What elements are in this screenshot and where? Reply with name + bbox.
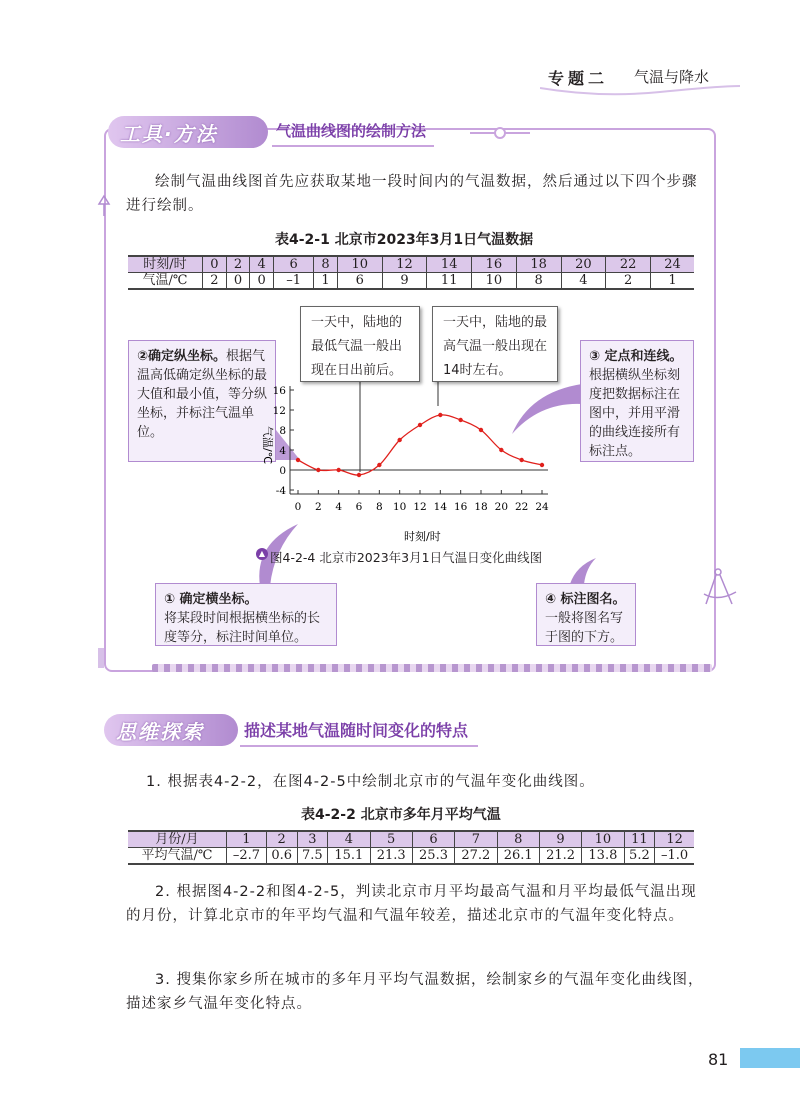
thinking-label: 思维探索 [116,720,204,744]
table1-hour-cell: 20 [561,256,606,273]
table1-hour-cell: 12 [382,256,427,273]
x-tick-label: 20 [494,501,509,513]
table2-temp-cell: 0.6 [266,848,297,865]
table1-hour-cell: 24 [651,256,695,273]
note-max-temp: 一天中，陆地的最高气温一般出现在14时左右。 [432,306,558,382]
chart-axes [290,386,548,494]
y-tick-label: 0 [279,465,286,477]
table1-caption: 表4-2-1 北京市2023年3月1日气温数据 [275,232,534,248]
page-tab [740,1048,800,1068]
table2-temp-cell: 7.5 [297,848,328,865]
table1-hour-cell: 16 [472,256,517,273]
x-tick-label: 18 [474,501,488,513]
y-tick-label: 16 [272,385,286,397]
table1-temp-cell: 11 [427,273,472,290]
x-tick-label: 6 [355,501,363,513]
y-tick-label: 4 [279,445,286,457]
table2-caption: 表4-2-2 北京市多年月平均气温 [301,807,501,823]
table1-temp-cell: 10 [472,273,517,290]
table1-temp-cell: 4 [561,273,606,290]
data-point [479,428,483,432]
table1-row-label: 气温/℃ [128,273,203,290]
table2-temp-cell: 21.3 [370,848,412,865]
table2-month-cell: 1 [227,831,267,848]
tools-box-stripe [152,664,712,672]
header-topic: 专题二 [548,69,609,88]
figure-caption: 图4-2-4 北京市2023年3月1日气温日变化曲线图 [270,550,543,565]
table1-row-label: 时刻/时 [128,256,203,273]
x-tick-label: 8 [375,501,383,513]
table1-hour-cell: 4 [250,256,274,273]
callout-step1 [155,583,337,646]
table2-temp-cell: 21.2 [539,848,581,865]
data-point [438,413,442,417]
page-number: 81 [708,1050,729,1069]
question-3: 3. 搜集你家乡所在城市的多年月平均气温数据，绘制家乡的气温年变化曲线图，描述家乡气温年变化特点。 [126,972,704,1012]
data-point [377,463,381,467]
table2-month-cell: 11 [624,831,655,848]
note-min-temp: 一天中，陆地的最低气温一般出现在日出前后。 [300,306,420,382]
tools-subtitle: 气温曲线图的绘制方法 [272,120,434,147]
question-2: 2. 根据图4-2-2和图4-2-5，判读北京市月平均最高气温和月平均最低气温出现的月份，计算北京市的年平均气温和气温年较差，描述北京市的气温年变化特点。 [126,884,697,924]
table1-hour-cell: 0 [203,256,227,273]
table1-hour-cell: 6 [273,256,313,273]
callout-step2 [128,340,276,465]
table1-hour-cell: 22 [606,256,651,273]
compass-icon [700,566,740,610]
thinking-subtitle: 描述某地气温随时间变化的特点 [240,718,478,747]
table1-temp-cell: 9 [382,273,427,290]
callout-step2-title: ②确定纵坐标。 [137,349,227,364]
x-tick-label: 12 [413,501,427,513]
table2-month-cell: 3 [297,831,328,848]
table1 [128,255,694,290]
series-points [296,413,544,477]
data-point [316,468,320,472]
y-tick-label: -4 [275,485,286,497]
table1-hour-cell: 18 [516,256,561,273]
callout-step4-title: ④ 标注图名。 [545,592,626,607]
callout-step3-text: 根据横纵坐标刻度把数据标注在图中，并用平滑的曲线连接所有标注点。 [589,368,681,459]
table1-temp-cell: 0 [226,273,250,290]
y-tick-label: 12 [272,405,286,417]
callout-step4-text: 一般将图名写于图的下方。 [545,611,624,645]
data-point [418,423,422,427]
table1-temp-cell: –1 [273,273,313,290]
question-1: 1. 根据表4-2-2，在图4-2-5中绘制北京市的气温年变化曲线图。 [146,774,595,790]
table1-value-row [128,273,694,290]
x-tick-label: 22 [514,501,529,513]
figure-marker-icon: ▲ [256,548,268,560]
x-tick-label: 16 [453,501,468,513]
callout-step1-text: 将某段时间根据横坐标的长度等分，标注时间单位。 [164,611,321,645]
x-tick-label: 2 [314,501,322,513]
callout-step3-title: ③ 定点和连线。 [589,349,683,364]
table1-hour-cell: 8 [314,256,338,273]
data-point [458,418,462,422]
tools-label: 工具·方法 [120,122,218,146]
table1-hour-cell: 2 [226,256,250,273]
table1-hour-cell: 10 [337,256,382,273]
data-point [296,458,300,462]
table2-temp-cell: 13.8 [582,848,624,865]
callout4-pointer [560,556,600,586]
table2-row-label: 平均气温/℃ [128,848,227,865]
data-point [357,473,361,477]
callout-step4 [536,583,636,646]
table2-temp-cell: 15.1 [328,848,370,865]
tools-intro: 绘制气温曲线图首先应获取某地一段时间内的气温数据，然后通过以下四个步骤进行绘制。 [126,174,698,214]
arrow-up-icon [96,194,112,218]
table2-month-cell: 7 [455,831,497,848]
table2 [128,830,694,865]
data-point [336,468,340,472]
header-title: 气温与降水 [634,68,710,86]
table1-header-row [128,256,694,273]
data-point [540,463,544,467]
table1-temp-cell: 2 [606,273,651,290]
data-point [397,438,401,442]
table2-temp-cell: 26.1 [497,848,539,865]
table2-month-cell: 10 [582,831,624,848]
data-point [519,458,523,462]
table2-temp-cell: 5.2 [624,848,655,865]
table2-row-label: 月份/月 [128,831,227,848]
table2-temp-cell: –1.0 [655,848,694,865]
callout-step2-text: 根据气温高低确定纵坐标的最大值和最小值，等分纵坐标，并标注气温单位。 [137,349,268,440]
table2-month-cell: 5 [370,831,412,848]
table2-month-cell: 6 [412,831,454,848]
table1-temp-cell: 8 [516,273,561,290]
x-tick-label: 10 [392,501,407,513]
x-tick-label: 14 [433,501,448,513]
x-tick-label: 4 [335,501,343,513]
table1-temp-cell: 1 [651,273,695,290]
table2-temp-cell: –2.7 [227,848,267,865]
temperature-chart [256,380,566,546]
table2-month-cell: 8 [497,831,539,848]
data-point [499,448,503,452]
y-axis-label: 气温/℃ [261,426,274,465]
table2-header-row [128,831,694,848]
table2-temp-cell: 25.3 [412,848,454,865]
header-swoosh [540,84,740,98]
table1-temp-cell: 1 [314,273,338,290]
x-axis-label: 时刻/时 [404,530,441,543]
table1-temp-cell: 6 [337,273,382,290]
table1-temp-cell: 0 [250,273,274,290]
x-tick-label: 24 [535,501,549,513]
table1-temp-cell: 2 [203,273,227,290]
tools-title-rule-dot [494,127,506,139]
table2-month-cell: 12 [655,831,694,848]
tools-box-corner [98,648,104,668]
callout-step1-title: ① 确定横坐标。 [164,592,258,607]
x-tick-label: 0 [294,501,302,513]
table2-value-row [128,848,694,865]
table1-hour-cell: 14 [427,256,472,273]
callout-step3 [580,340,694,462]
table2-month-cell: 4 [328,831,370,848]
y-tick-label: 8 [279,425,286,437]
table2-month-cell: 2 [266,831,297,848]
table2-temp-cell: 27.2 [455,848,497,865]
table2-month-cell: 9 [539,831,581,848]
